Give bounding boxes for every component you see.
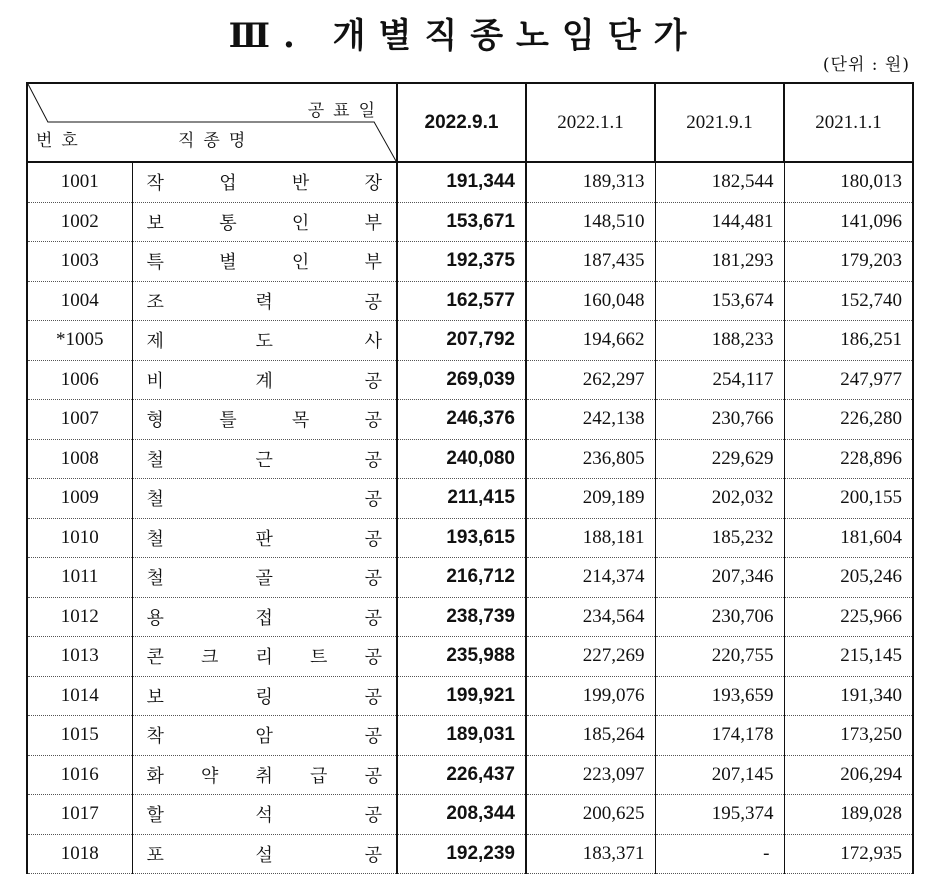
job-name-char: 포: [146, 844, 164, 866]
job-name-char: 용: [146, 607, 164, 629]
job-name: [132, 834, 397, 874]
job-number: 1014: [27, 676, 132, 716]
wage-current: 199,921: [397, 676, 526, 716]
table-row: [27, 400, 913, 440]
wage-current: 208,344: [397, 795, 526, 835]
wage-value: 214,374: [526, 558, 655, 598]
wage-value: 195,374: [655, 795, 784, 835]
wage-value: 247,977: [784, 360, 913, 400]
job-name-char: 공: [364, 568, 382, 590]
job-name-char: 력: [255, 291, 273, 313]
job-name-char: 설: [255, 844, 273, 866]
wage-value: 223,097: [526, 755, 655, 795]
job-number: 1003: [27, 242, 132, 282]
job-name-char: 공: [364, 844, 382, 866]
job-number: 1001: [27, 162, 132, 202]
wage-current: 240,080: [397, 439, 526, 479]
job-name-char: 공: [364, 370, 382, 392]
wage-value: 187,435: [526, 242, 655, 282]
job-name-char: 리: [255, 647, 273, 669]
wage-value: 230,766: [655, 400, 784, 440]
table-row: [27, 242, 913, 282]
wage-value: 188,181: [526, 518, 655, 558]
wage-table: [26, 82, 914, 874]
wage-value: 193,659: [655, 676, 784, 716]
date-header-current: 2022.9.1: [397, 83, 526, 162]
job-name-char: 공: [364, 291, 382, 313]
job-name: [132, 518, 397, 558]
job-name-char: 공: [364, 528, 382, 550]
job-number: 1010: [27, 518, 132, 558]
job-name-label: 직종명: [178, 131, 255, 150]
job-name-char: 철: [146, 568, 164, 590]
wage-value: 227,269: [526, 637, 655, 677]
wage-value: 262,297: [526, 360, 655, 400]
wage-value: 185,264: [526, 716, 655, 756]
job-name-char: 형: [146, 410, 164, 432]
job-name: [132, 716, 397, 756]
job-name-char: 약: [201, 765, 219, 787]
table-row: [27, 281, 913, 321]
number-label: 번호: [36, 131, 87, 150]
table-row: [27, 597, 913, 637]
job-name-char: 부: [364, 252, 382, 274]
job-name-char: 부: [364, 212, 382, 234]
job-name-char: 보: [146, 212, 164, 234]
job-name-char: 근: [255, 449, 273, 471]
diagonal-header-cell: [27, 83, 397, 162]
page-title: Ⅲ. 개별직종노임단가: [228, 16, 700, 56]
job-name: [132, 597, 397, 637]
job-name-char: 조: [146, 291, 164, 313]
job-name-char: 틀: [219, 410, 237, 432]
job-name-char: 트: [310, 647, 328, 669]
job-name: [132, 242, 397, 282]
wage-value: 226,280: [784, 400, 913, 440]
table-row: [27, 755, 913, 795]
job-number: 1013: [27, 637, 132, 677]
table-row: [27, 637, 913, 677]
job-number: 1002: [27, 202, 132, 242]
wage-value: 229,629: [655, 439, 784, 479]
table-row: [27, 558, 913, 598]
job-name-char: 반: [291, 173, 310, 195]
job-name-char: 비: [146, 370, 164, 392]
job-name: [132, 400, 397, 440]
job-name-char: 장: [364, 173, 382, 195]
wage-value: 160,048: [526, 281, 655, 321]
job-name-char: 특: [146, 252, 164, 274]
job-name-char: 철: [146, 528, 164, 550]
wage-value: 186,251: [784, 321, 913, 361]
table-row: [27, 795, 913, 835]
wage-value: 144,481: [655, 202, 784, 242]
wage-current: 162,577: [397, 281, 526, 321]
job-name-char: 공: [364, 607, 382, 629]
wage-current: 246,376: [397, 400, 526, 440]
job-name: [132, 162, 397, 202]
wage-value: -: [655, 834, 784, 874]
wage-current: 189,031: [397, 716, 526, 756]
wage-value: 191,340: [784, 676, 913, 716]
job-name-char: 제: [146, 331, 164, 353]
job-number: 1012: [27, 597, 132, 637]
wage-value: 242,138: [526, 400, 655, 440]
job-number: 1006: [27, 360, 132, 400]
wage-current: 216,712: [397, 558, 526, 598]
wage-value: 215,145: [784, 637, 913, 677]
wage-value: 188,233: [655, 321, 784, 361]
job-number: 1015: [27, 716, 132, 756]
job-name-char: 인: [291, 212, 310, 234]
job-name-char: 인: [291, 252, 310, 274]
wage-current: 192,375: [397, 242, 526, 282]
wage-value: 200,155: [784, 479, 913, 519]
job-name: [132, 281, 397, 321]
job-name: [132, 360, 397, 400]
job-name-char: 별: [219, 252, 237, 274]
announce-date-label: 공표일: [307, 101, 384, 120]
job-name-char: 취: [255, 765, 273, 787]
date-header: 2021.9.1: [655, 83, 784, 162]
job-name-char: 공: [364, 805, 382, 827]
wage-value: 172,935: [784, 834, 913, 874]
job-name-char: 크: [201, 647, 219, 669]
wage-value: 179,203: [784, 242, 913, 282]
job-name-char: 착: [146, 726, 164, 748]
wage-value: 207,145: [655, 755, 784, 795]
wage-value: 202,032: [655, 479, 784, 519]
table-row: [27, 518, 913, 558]
wage-current: 192,239: [397, 834, 526, 874]
wage-value: 181,604: [784, 518, 913, 558]
job-name-char: 급: [310, 765, 328, 787]
wage-value: 205,246: [784, 558, 913, 598]
wage-value: 173,250: [784, 716, 913, 756]
job-name: [132, 479, 397, 519]
wage-value: 228,896: [784, 439, 913, 479]
job-name: [132, 637, 397, 677]
wage-value: 148,510: [526, 202, 655, 242]
table-row: [27, 360, 913, 400]
wage-value: 234,564: [526, 597, 655, 637]
wage-value: 153,674: [655, 281, 784, 321]
job-name: [132, 676, 397, 716]
job-number: 1004: [27, 281, 132, 321]
job-name-char: 통: [219, 212, 237, 234]
job-name-char: 공: [364, 449, 382, 471]
table-row: [27, 162, 913, 202]
job-name-char: 철: [146, 489, 164, 511]
job-name-char: 공: [364, 410, 382, 432]
wage-value: 182,544: [655, 162, 784, 202]
table-row: [27, 834, 913, 874]
table-row: [27, 439, 913, 479]
job-name-char: 공: [364, 765, 382, 787]
wage-current: 193,615: [397, 518, 526, 558]
job-number: 1011: [27, 558, 132, 598]
job-number: 1008: [27, 439, 132, 479]
job-name-char: 공: [364, 647, 382, 669]
wage-value: 189,313: [526, 162, 655, 202]
header-row: [27, 83, 913, 162]
wage-value: 185,232: [655, 518, 784, 558]
wage-value: 230,706: [655, 597, 784, 637]
wage-value: 189,028: [784, 795, 913, 835]
job-name: [132, 202, 397, 242]
job-number: 1018: [27, 834, 132, 874]
job-name-char: 할: [146, 805, 164, 827]
job-number: 1009: [27, 479, 132, 519]
job-name-char: 목: [291, 410, 310, 432]
wage-value: 254,117: [655, 360, 784, 400]
wage-value: 220,755: [655, 637, 784, 677]
wage-current: 207,792: [397, 321, 526, 361]
job-name-char: 화: [146, 765, 164, 787]
wage-current: 226,437: [397, 755, 526, 795]
job-name-char: 계: [255, 370, 273, 392]
job-name-char: 공: [364, 726, 382, 748]
job-name-char: 도: [255, 331, 273, 353]
table-row: [27, 676, 913, 716]
job-name-char: 콘: [146, 647, 164, 669]
job-name-char: 접: [255, 607, 273, 629]
job-name-char: 철: [146, 449, 164, 471]
table-row: [27, 321, 913, 361]
wage-value: 181,293: [655, 242, 784, 282]
wage-value: 206,294: [784, 755, 913, 795]
wage-current: 269,039: [397, 360, 526, 400]
job-name-char: 링: [255, 686, 273, 708]
job-name-char: 석: [255, 805, 273, 827]
job-name: [132, 321, 397, 361]
wage-value: 141,096: [784, 202, 913, 242]
table-row: [27, 716, 913, 756]
wage-value: 199,076: [526, 676, 655, 716]
job-number: 1007: [27, 400, 132, 440]
wage-value: 207,346: [655, 558, 784, 598]
wage-current: 191,344: [397, 162, 526, 202]
job-name-char: 사: [364, 331, 382, 353]
wage-value: 236,805: [526, 439, 655, 479]
job-name-char: 암: [255, 726, 273, 748]
table-row: [27, 479, 913, 519]
wage-current: 153,671: [397, 202, 526, 242]
wage-value: 200,625: [526, 795, 655, 835]
wage-value: 183,371: [526, 834, 655, 874]
wage-value: 180,013: [784, 162, 913, 202]
job-number: 1016: [27, 755, 132, 795]
job-name-char: 판: [255, 528, 273, 550]
wage-current: 238,739: [397, 597, 526, 637]
wage-value: 194,662: [526, 321, 655, 361]
job-name: [132, 439, 397, 479]
job-name-char: 작: [146, 173, 164, 195]
wage-current: 235,988: [397, 637, 526, 677]
date-header: 2022.1.1: [526, 83, 655, 162]
wage-value: 152,740: [784, 281, 913, 321]
wage-value: 174,178: [655, 716, 784, 756]
job-number: *1005: [27, 321, 132, 361]
job-name-char: 보: [146, 686, 164, 708]
job-name-char: 골: [255, 568, 273, 590]
wage-current: 211,415: [397, 479, 526, 519]
job-name-char: 공: [364, 686, 382, 708]
wage-value: 225,966: [784, 597, 913, 637]
date-header: 2021.1.1: [784, 83, 913, 162]
job-name-char: 업: [219, 173, 237, 195]
job-name: [132, 795, 397, 835]
table-row: [27, 202, 913, 242]
job-name-char: 공: [364, 489, 382, 511]
job-name: [132, 558, 397, 598]
job-number: 1017: [27, 795, 132, 835]
unit-label: (단위 : 원): [822, 55, 910, 75]
wage-value: 209,189: [526, 479, 655, 519]
job-name: [132, 755, 397, 795]
